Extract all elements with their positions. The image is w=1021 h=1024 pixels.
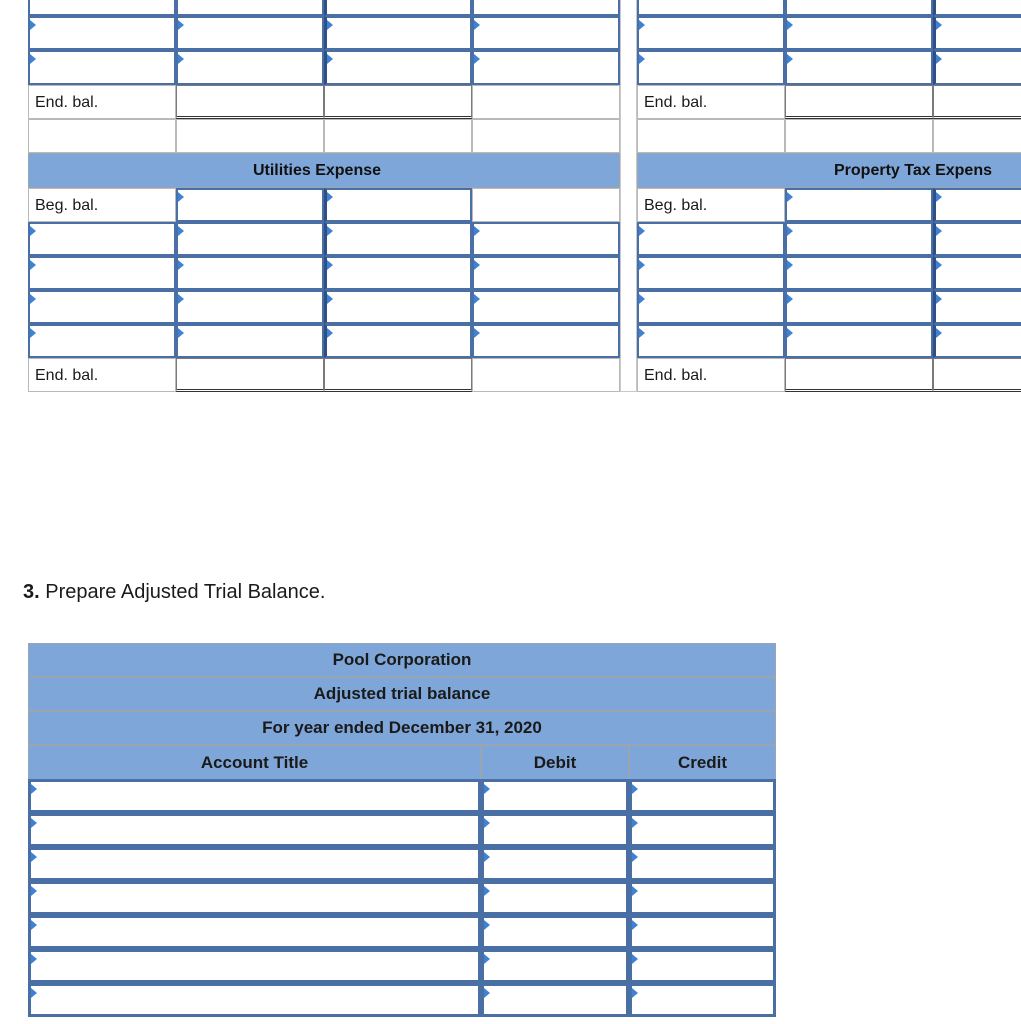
input-marker-icon [632, 954, 638, 964]
input-cell[interactable] [637, 50, 785, 85]
beg-bal-label-cell [28, 188, 176, 222]
end-bal-label: End. bal. [35, 367, 99, 384]
debit-input[interactable] [481, 779, 629, 813]
input-marker-icon [30, 294, 36, 304]
end-bal-label-cell [637, 358, 785, 392]
input-marker-icon [474, 328, 480, 338]
input-cell[interactable] [28, 324, 176, 358]
input-marker-icon [178, 192, 184, 202]
input-marker-icon [474, 294, 480, 304]
input-marker-icon [632, 920, 638, 930]
ledger-cell [472, 188, 620, 222]
credit-input[interactable] [629, 847, 776, 881]
input-marker-icon [787, 54, 793, 64]
statement-title: Adjusted trial balance [28, 677, 776, 711]
end-bal-credit[interactable] [933, 85, 1021, 119]
input-marker-icon [474, 226, 480, 236]
account-name: Property Tax Expens [834, 162, 992, 179]
end-bal-label: End. bal. [644, 94, 708, 111]
column-header-credit: Credit [629, 745, 776, 780]
ledger-separator [620, 0, 637, 392]
credit-input[interactable] [629, 949, 776, 983]
input-cell[interactable] [933, 50, 1021, 85]
input-cell[interactable] [176, 16, 324, 50]
input-marker-icon [632, 784, 638, 794]
input-cell[interactable] [324, 0, 472, 16]
task-text: Prepare Adjusted Trial Balance. [39, 581, 326, 603]
beg-bal-label: Beg. bal. [35, 197, 99, 214]
input-marker-icon [936, 20, 942, 30]
task-number: 3. [23, 581, 40, 603]
input-cell[interactable] [28, 50, 176, 85]
input-cell[interactable] [785, 324, 933, 358]
input-marker-icon [787, 192, 793, 202]
input-marker-icon [31, 954, 37, 964]
input-cell[interactable] [933, 222, 1021, 256]
input-cell[interactable] [637, 290, 785, 324]
input-marker-icon [632, 988, 638, 998]
input-cell[interactable] [933, 290, 1021, 324]
input-marker-icon [484, 988, 490, 998]
input-marker-icon [639, 260, 645, 270]
ledger-cell [28, 119, 176, 153]
input-marker-icon [474, 260, 480, 270]
account-title-input[interactable] [28, 983, 481, 1017]
input-cell[interactable] [324, 256, 472, 290]
company-name: Pool Corporation [28, 643, 776, 677]
input-cell[interactable] [176, 290, 324, 324]
input-cell[interactable] [933, 16, 1021, 50]
account-title-input[interactable] [28, 949, 481, 983]
input-marker-icon [474, 54, 480, 64]
input-cell[interactable] [176, 50, 324, 85]
input-cell[interactable] [637, 16, 785, 50]
input-marker-icon [30, 54, 36, 64]
credit-input[interactable] [629, 779, 776, 813]
input-cell[interactable] [472, 256, 620, 290]
column-header-account-title: Account Title [28, 745, 481, 780]
input-cell[interactable] [324, 50, 472, 85]
input-marker-icon [474, 20, 480, 30]
ledger-cell [324, 119, 472, 153]
account-title-input[interactable] [28, 779, 481, 813]
input-cell[interactable] [785, 188, 933, 222]
account-name: Utilities Expense [252, 162, 382, 179]
input-cell[interactable] [324, 16, 472, 50]
input-cell[interactable] [785, 290, 933, 324]
input-marker-icon [30, 226, 36, 236]
credit-input[interactable] [629, 983, 776, 1017]
input-marker-icon [639, 20, 645, 30]
input-cell[interactable] [324, 222, 472, 256]
input-marker-icon [787, 294, 793, 304]
credit-input[interactable] [629, 915, 776, 949]
input-cell[interactable] [176, 188, 324, 222]
input-marker-icon [632, 852, 638, 862]
input-marker-icon [178, 294, 184, 304]
input-marker-icon [327, 294, 333, 304]
debit-input[interactable] [481, 949, 629, 983]
ledger-header [637, 153, 1021, 188]
ledger-cell [176, 119, 324, 153]
input-marker-icon [30, 328, 36, 338]
column-header-debit: Debit [481, 745, 629, 780]
input-marker-icon [936, 226, 942, 236]
input-cell[interactable] [176, 0, 324, 16]
end-bal-label-cell [28, 85, 176, 119]
end-bal-credit[interactable] [324, 358, 472, 392]
input-marker-icon [632, 886, 638, 896]
account-title-input[interactable] [28, 881, 481, 915]
input-cell[interactable] [637, 324, 785, 358]
end-bal-debit[interactable] [176, 358, 324, 392]
input-cell[interactable] [176, 256, 324, 290]
input-cell[interactable] [28, 256, 176, 290]
input-marker-icon [327, 20, 333, 30]
input-cell[interactable] [637, 0, 785, 16]
end-bal-label: End. bal. [35, 94, 99, 111]
input-marker-icon [936, 260, 942, 270]
input-cell[interactable] [176, 324, 324, 358]
input-marker-icon [787, 328, 793, 338]
statement-period: For year ended December 31, 2020 [28, 711, 776, 745]
beg-bal-label-cell [637, 188, 785, 222]
input-marker-icon [936, 328, 942, 338]
input-marker-icon [632, 818, 638, 828]
ledger-header [28, 153, 620, 188]
input-marker-icon [327, 54, 333, 64]
input-marker-icon [30, 20, 36, 30]
input-marker-icon [31, 886, 37, 896]
end-bal-credit[interactable] [933, 358, 1021, 392]
end-bal-label-cell [637, 85, 785, 119]
input-marker-icon [936, 54, 942, 64]
end-bal-label: End. bal. [644, 367, 708, 384]
input-cell[interactable] [324, 290, 472, 324]
input-marker-icon [639, 54, 645, 64]
input-cell[interactable] [933, 324, 1021, 358]
input-marker-icon [30, 260, 36, 270]
end-bal-label-cell [28, 358, 176, 392]
input-marker-icon [787, 20, 793, 30]
input-marker-icon [484, 886, 490, 896]
input-marker-icon [639, 294, 645, 304]
credit-input[interactable] [629, 881, 776, 915]
ledger-cell [472, 358, 620, 392]
input-cell[interactable] [176, 222, 324, 256]
input-marker-icon [178, 54, 184, 64]
debit-input[interactable] [481, 983, 629, 1017]
ledger-cell [785, 119, 933, 153]
input-marker-icon [484, 920, 490, 930]
input-cell[interactable] [785, 0, 933, 16]
input-marker-icon [639, 328, 645, 338]
input-marker-icon [178, 20, 184, 30]
input-cell[interactable] [637, 222, 785, 256]
task-instruction [23, 580, 325, 604]
input-cell[interactable] [933, 256, 1021, 290]
input-cell[interactable] [472, 324, 620, 358]
input-cell[interactable] [472, 0, 620, 16]
input-marker-icon [639, 226, 645, 236]
input-cell[interactable] [785, 222, 933, 256]
input-marker-icon [178, 260, 184, 270]
input-marker-icon [936, 192, 942, 202]
input-marker-icon [31, 818, 37, 828]
end-bal-credit[interactable] [324, 85, 472, 119]
input-cell[interactable] [324, 324, 472, 358]
input-marker-icon [31, 920, 37, 930]
input-cell[interactable] [472, 50, 620, 85]
end-bal-debit[interactable] [785, 358, 933, 392]
beg-bal-label: Beg. bal. [644, 197, 708, 214]
input-marker-icon [178, 226, 184, 236]
input-marker-icon [484, 852, 490, 862]
input-marker-icon [327, 226, 333, 236]
input-cell[interactable] [472, 16, 620, 50]
ledger-cell [472, 119, 620, 153]
debit-input[interactable] [481, 813, 629, 847]
ledger-cell [637, 119, 785, 153]
debit-input[interactable] [481, 847, 629, 881]
input-cell[interactable] [933, 0, 1021, 16]
input-cell[interactable] [933, 188, 1021, 222]
input-cell[interactable] [785, 50, 933, 85]
input-marker-icon [31, 988, 37, 998]
input-marker-icon [787, 226, 793, 236]
ledger-cell [472, 85, 620, 119]
input-marker-icon [484, 818, 490, 828]
input-marker-icon [31, 852, 37, 862]
input-marker-icon [178, 328, 184, 338]
account-title-input[interactable] [28, 847, 481, 881]
ledger-cell [933, 119, 1021, 153]
input-marker-icon [936, 294, 942, 304]
input-cell[interactable] [28, 222, 176, 256]
input-marker-icon [327, 260, 333, 270]
input-marker-icon [484, 954, 490, 964]
input-cell[interactable] [472, 290, 620, 324]
input-marker-icon [327, 192, 333, 202]
input-cell[interactable] [472, 222, 620, 256]
account-title-input[interactable] [28, 915, 481, 949]
input-marker-icon [484, 784, 490, 794]
end-bal-debit[interactable] [785, 85, 933, 119]
debit-input[interactable] [481, 881, 629, 915]
input-cell[interactable] [324, 188, 472, 222]
input-marker-icon [787, 260, 793, 270]
input-marker-icon [327, 328, 333, 338]
input-cell[interactable] [637, 256, 785, 290]
input-cell[interactable] [28, 290, 176, 324]
credit-input[interactable] [629, 813, 776, 847]
end-bal-debit[interactable] [176, 85, 324, 119]
input-cell[interactable] [28, 16, 176, 50]
input-cell[interactable] [785, 256, 933, 290]
input-cell[interactable] [785, 16, 933, 50]
account-title-input[interactable] [28, 813, 481, 847]
input-cell[interactable] [28, 0, 176, 16]
debit-input[interactable] [481, 915, 629, 949]
input-marker-icon [31, 784, 37, 794]
